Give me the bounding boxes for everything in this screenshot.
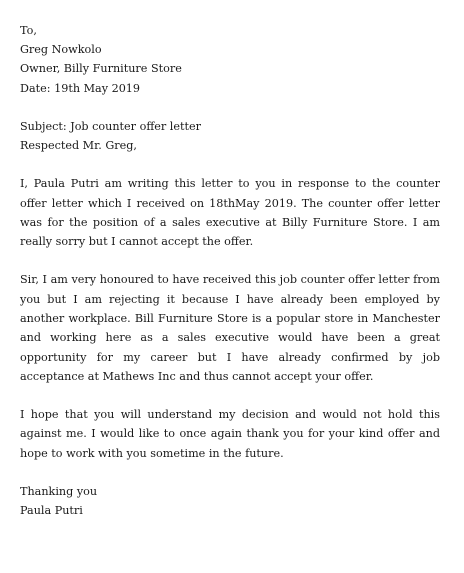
salutation: Respected Mr. Greg, bbox=[20, 139, 137, 153]
letter-date: Date: 19th May 2019 bbox=[20, 81, 141, 95]
signature-name: Paula Putri bbox=[20, 504, 83, 518]
spacer bbox=[20, 251, 440, 270]
closing-block bbox=[20, 482, 440, 520]
spacer bbox=[20, 463, 440, 482]
recipient-block bbox=[20, 21, 440, 98]
subject-line: Subject: Job counter offer letter bbox=[20, 119, 201, 133]
to-label: To, bbox=[20, 24, 37, 37]
spacer bbox=[20, 386, 440, 405]
recipient-title: Owner, Billy Furniture Store bbox=[20, 62, 182, 76]
closing-text: Thanking you bbox=[20, 485, 98, 499]
recipient-name: Greg Nowkolo bbox=[20, 43, 102, 57]
subject-block bbox=[20, 117, 440, 155]
body-paragraph-1: I, Paula Putri am writing this letter to you in response to the counter offer letter which I received on 18thMay 2019. The counter offer letter was for the position of a sales executive at Billy Furniture Store. I am really sorry but I cannot accept the offer. bbox=[20, 177, 440, 249]
spacer bbox=[20, 155, 440, 174]
body-paragraph-3: I hope that you will understand my decision and would not hold this against me. I would like to once again thank you for your kind offer and hope to work with you sometime in the future. bbox=[20, 408, 440, 460]
body-paragraph-2: Sir, I am very honoured to have received this job counter offer letter from you but I am rejecting it because I have already been employed by another workplace. Bill Furniture Store is a popular store in Manchester and working here as a sales executive would have been a great opportunity for my career but I have already confirmed by job acceptance at Mathews Inc and thus cannot accept your offer. bbox=[20, 273, 440, 383]
spacer bbox=[20, 98, 440, 117]
